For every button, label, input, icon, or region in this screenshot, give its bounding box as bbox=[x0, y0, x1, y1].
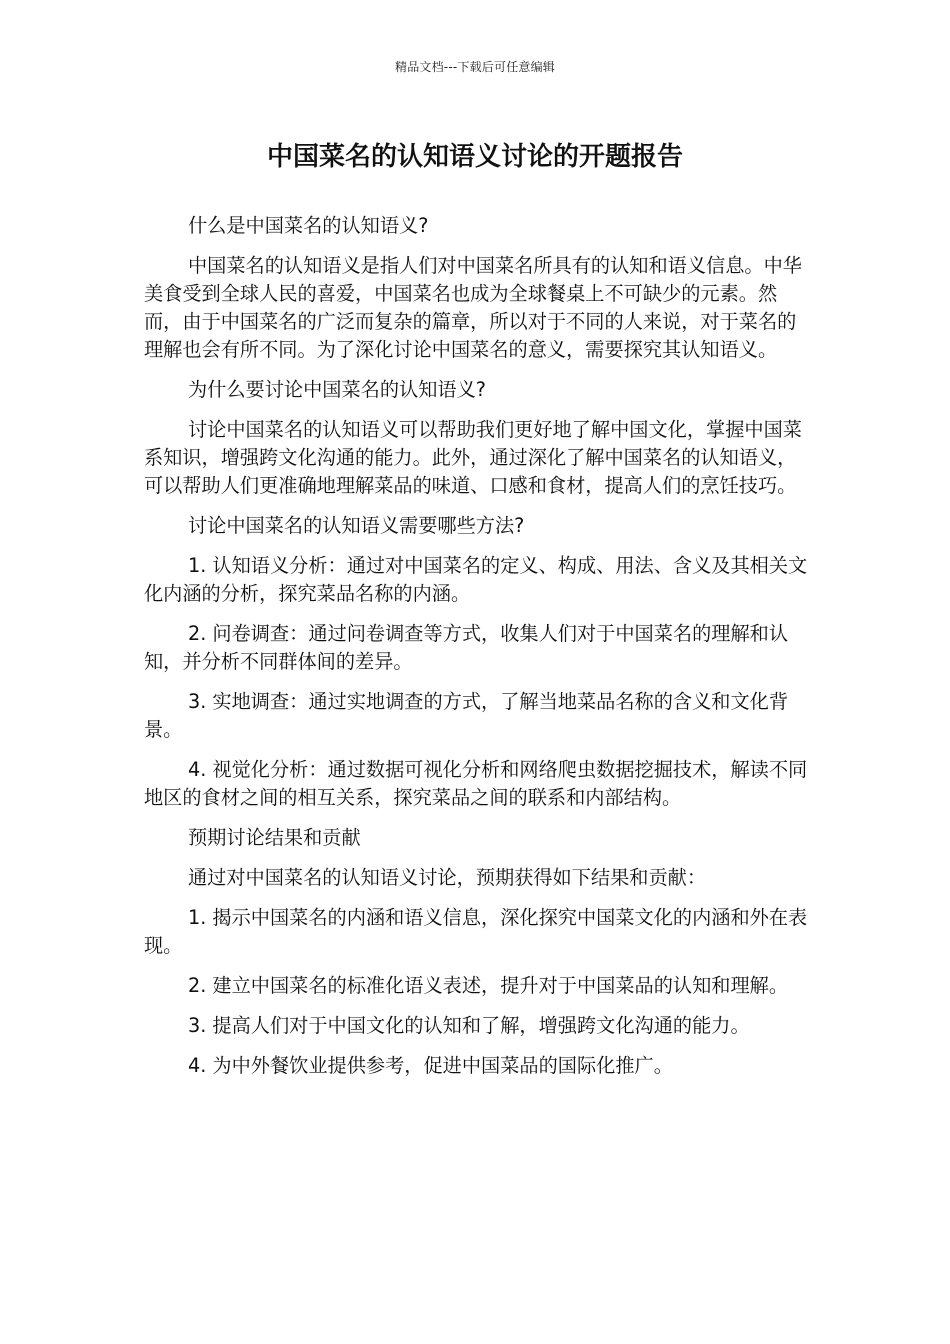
body-paragraph: 讨论中国菜名的认知语义可以帮助我们更好地了解中国文化，掌握中国菜系知识，增强跨文化沟通的能力。此外，通过深化了解中国菜名的认知语义，可以帮助人们更准确地理解菜品的味道、口感和食材，提高人们的烹饪技巧。 bbox=[144, 418, 802, 497]
section-heading-what: 什么是中国菜名的认知语义? bbox=[188, 214, 429, 237]
method-item: 3. 实地调查：通过实地调查的方式，了解当地菜品名称的含义和文化背景。 bbox=[144, 690, 789, 741]
method-item: 4. 视觉化分析：通过数据可视化分析和网络爬虫数据挖掘技术，解读不同地区的食材之间的相互关系，探究菜品之间的联系和内部结构。 bbox=[144, 758, 808, 809]
method-item: 2. 问卷调查：通过问卷调查等方式，收集人们对于中国菜名的理解和认知，并分析不同群体间的差异。 bbox=[144, 622, 789, 673]
section-heading-results: 预期讨论结果和贡献 bbox=[188, 826, 361, 849]
result-item: 2. 建立中国菜名的标准化语义表述，提升对于中国菜品的认知和理解。 bbox=[188, 974, 789, 997]
result-item: 3. 提高人们对于中国文化的认知和了解，增强跨文化沟通的能力。 bbox=[188, 1014, 750, 1037]
method-item: 1. 认知语义分析：通过对中国菜名的定义、构成、用法、含义及其相关文化内涵的分析，探究菜品名称的内涵。 bbox=[144, 554, 808, 605]
section-heading-methods: 讨论中国菜名的认知语义需要哪些方法? bbox=[188, 514, 525, 537]
page-header-note: 精品文档---下载后可任意编辑 bbox=[395, 60, 555, 74]
body-paragraph: 中国菜名的认知语义是指人们对中国菜名所具有的认知和语义信息。中华美食受到全球人民的喜爱，中国菜名也成为全球餐桌上不可缺少的元素。然而，由于中国菜名的广泛而复杂的篇章，所以对于不同的人来说，对于菜名的理解也会有所不同。为了深化讨论中国菜名的意义，需要探究其认知语义。 bbox=[144, 254, 802, 361]
result-item: 1. 揭示中国菜名的内涵和语义信息，深化探究中国菜文化的内涵和外在表现。 bbox=[144, 906, 808, 957]
body-paragraph: 通过对中国菜名的认知语义讨论，预期获得如下结果和贡献： bbox=[188, 866, 707, 889]
section-heading-why: 为什么要讨论中国菜名的认知语义? bbox=[188, 378, 486, 401]
result-item: 4. 为中外餐饮业提供参考，促进中国菜品的国际化推广。 bbox=[188, 1054, 673, 1077]
document-title: 中国菜名的认知语义讨论的开题报告 bbox=[266, 142, 683, 172]
document-body bbox=[144, 212, 808, 1092]
